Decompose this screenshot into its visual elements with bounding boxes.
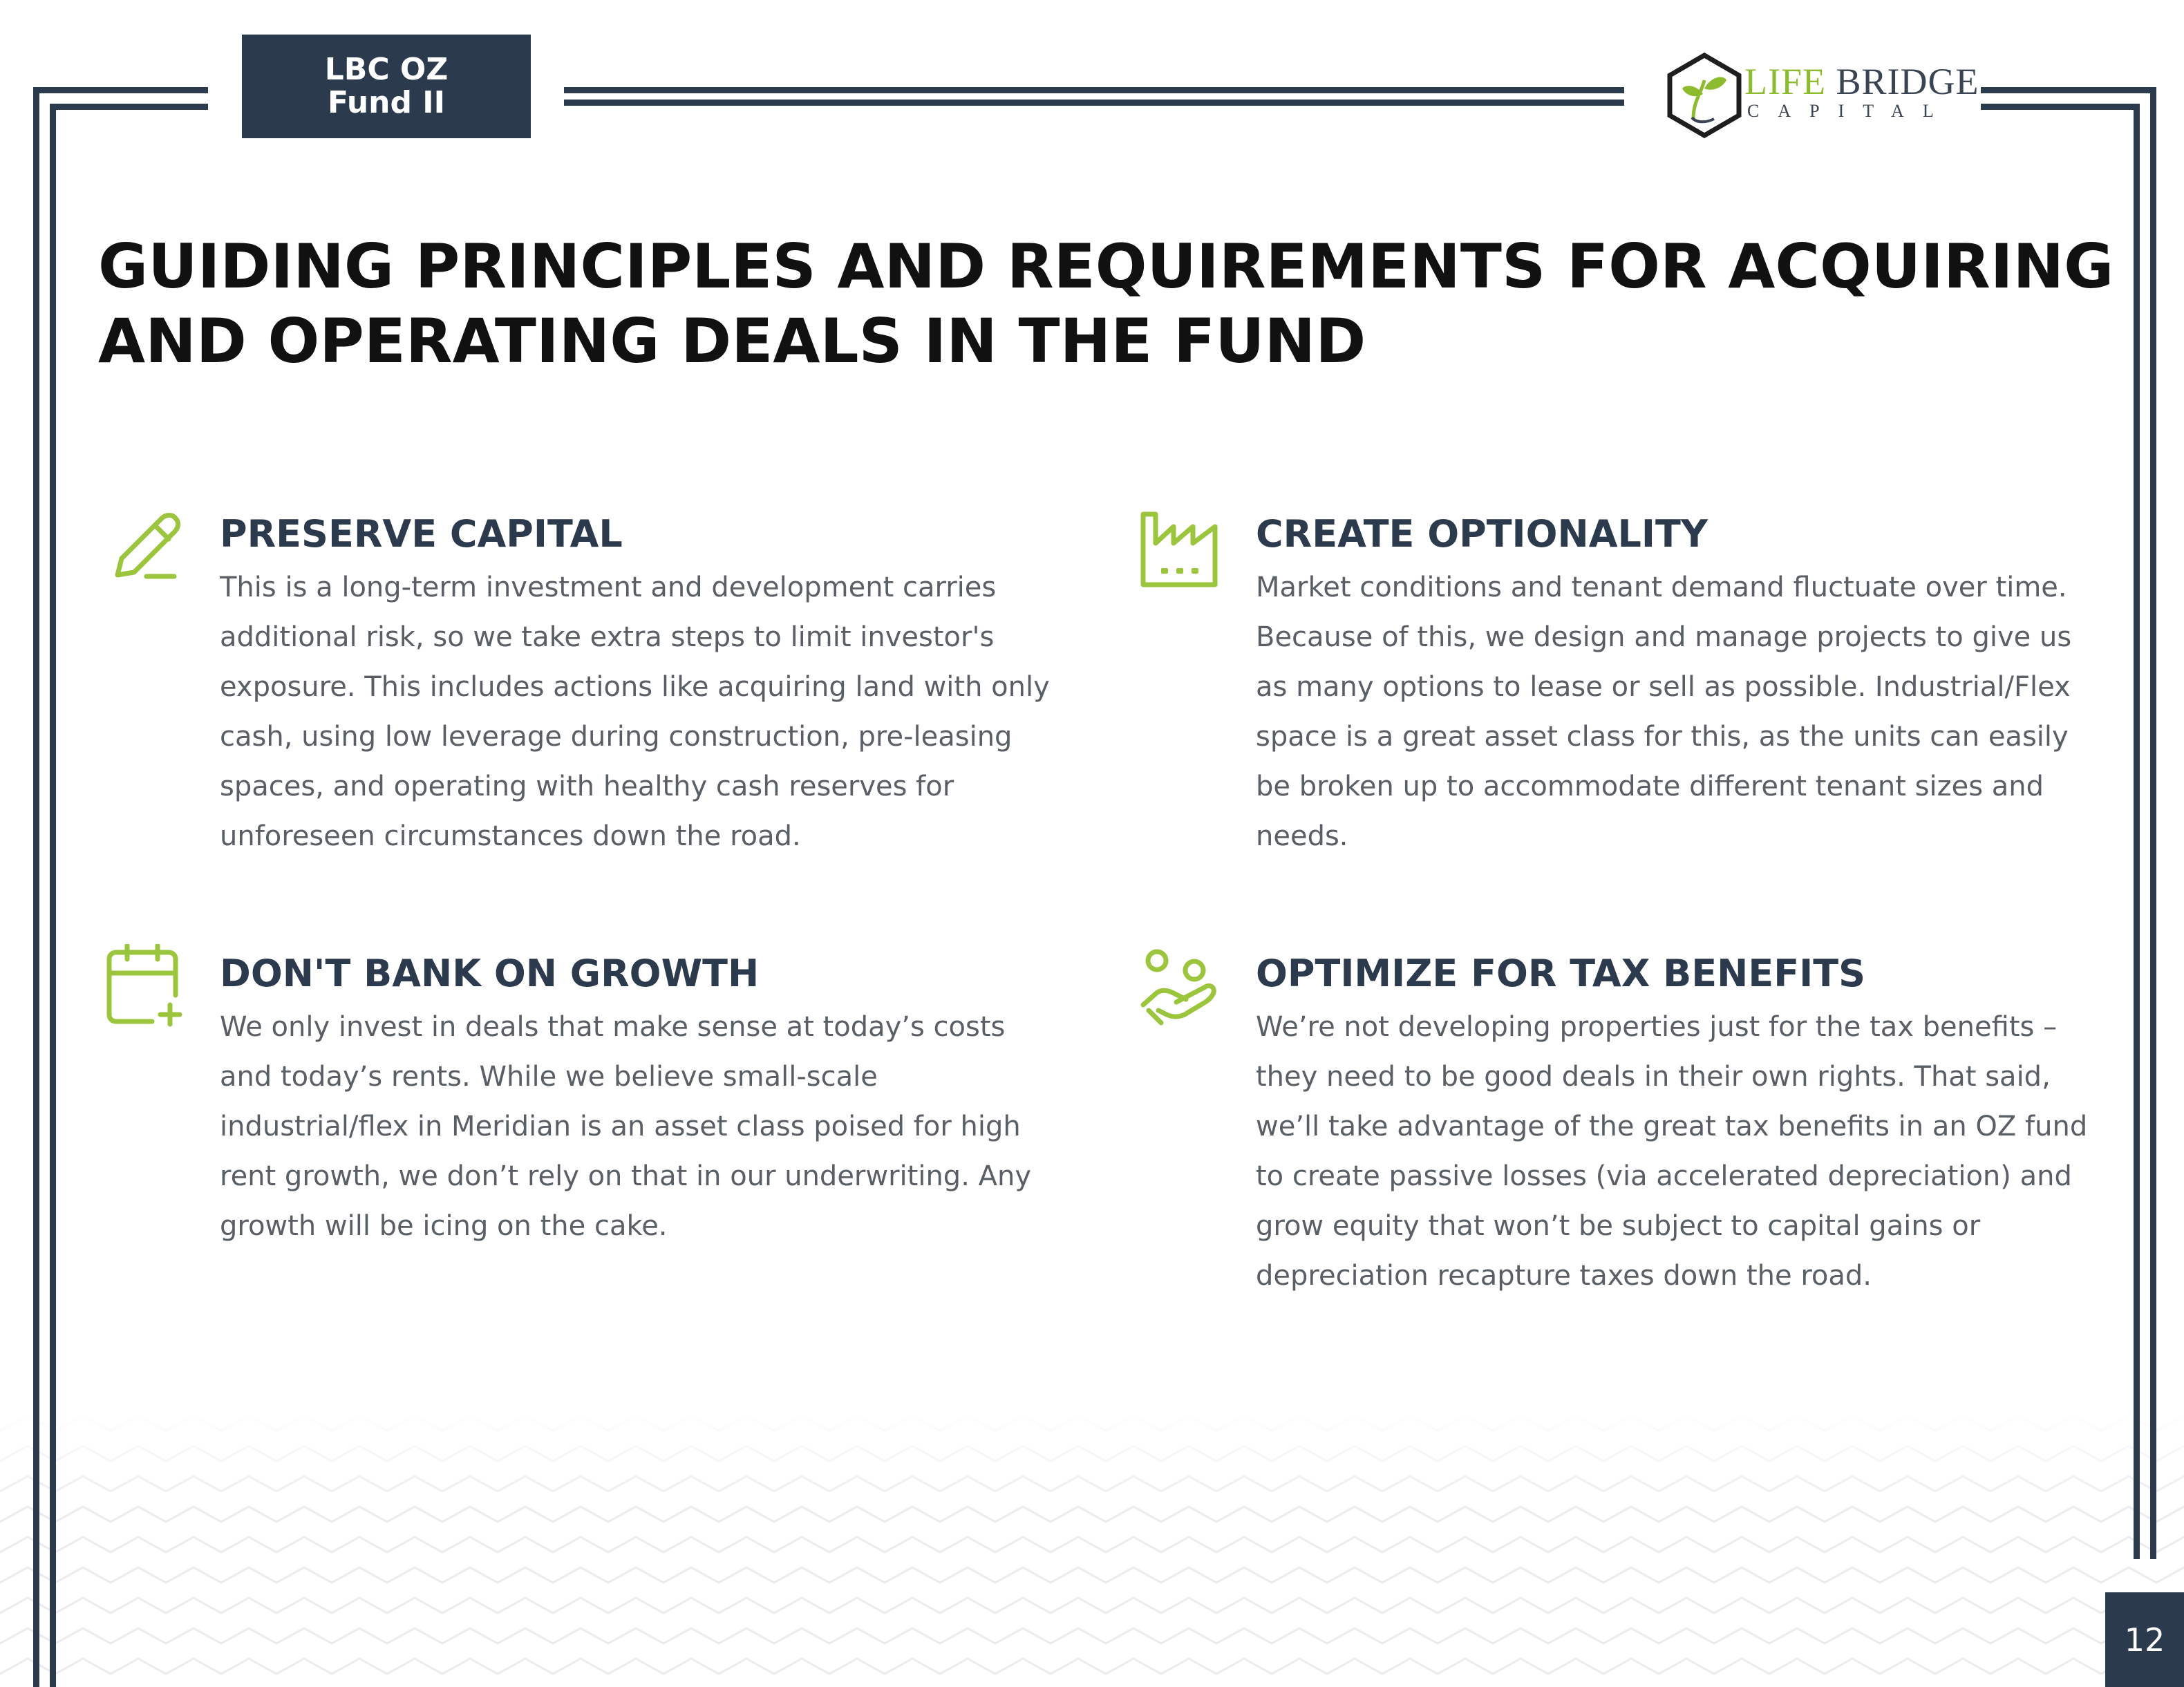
logo-wordmark xyxy=(1744,62,1979,101)
frame-line-top-right-inner xyxy=(1981,104,2140,110)
sprout-hexagon-icon xyxy=(1666,53,1743,138)
logo-subtitle: CAPITAL xyxy=(1747,101,1952,121)
logo-word-bridge: BRIDGE xyxy=(1836,61,1979,102)
section-body: Market conditions and tenant demand fluctuate over time. Because of this, we design and manage projects to give us as many options to lease or sell as possible. Industrial/Flex space is a great asset class for this, as the units can easily be broken up to accommodate different tenant sizes and needs. xyxy=(1256,572,2072,852)
frame-line-top-middle-outer xyxy=(564,87,1624,93)
hand-coins-icon xyxy=(1138,945,1221,1028)
company-logo xyxy=(1666,53,1979,138)
section-body: We only invest in deals that make sense at today’s costs and today’s rents. While we believe small-scale industrial/flex in Meridian is an asset class poised for high rent growth, we don’t rely on that in our underwriting. Any growth will be icing on the cake. xyxy=(220,1011,1032,1242)
fund-tag-line1: LBC OZ xyxy=(324,52,449,87)
page-title: GUIDING PRINCIPLES AND REQUIREMENTS FOR ACQUIRING AND OPERATING DEALS IN THE FUND xyxy=(98,231,2114,377)
section-heading: CREATE OPTIONALITY xyxy=(1256,512,1708,556)
frame-line-top-left-outer xyxy=(33,87,208,93)
page-number: 12 xyxy=(2105,1592,2184,1687)
pencil-icon xyxy=(102,505,185,587)
frame-line-right-outer xyxy=(2150,87,2156,1559)
logo-word-life: LIFE xyxy=(1744,61,1826,102)
fund-tag-line2: Fund II xyxy=(327,85,446,120)
section-heading: OPTIMIZE FOR TAX BENEFITS xyxy=(1256,952,1865,995)
frame-line-top-middle-inner xyxy=(564,100,1624,106)
section-body: We’re not developing properties just for the tax benefits – they need to be good deals in their own rights. That said, we’ll take advantage of the great tax benefits in an OZ fund to create passive losses (via accelerated depreciation) and grow equity that won’t be subject to capital gains or depreciation recapture taxes down the road. xyxy=(1256,1011,2088,1292)
calendar-add-icon xyxy=(104,944,187,1027)
frame-line-top-right-outer xyxy=(1981,87,2156,93)
section-heading: DON'T BANK ON GROWTH xyxy=(220,952,760,995)
frame-line-top-left-inner xyxy=(50,104,208,110)
frame-line-left-inner xyxy=(50,104,56,1687)
frame-line-left-outer xyxy=(33,87,39,1687)
factory-icon xyxy=(1138,507,1221,590)
chevron-background-pattern xyxy=(0,1410,2184,1687)
section-body: This is a long-term investment and development carries additional risk, so we take extra steps to limit investor's exposure. This includes actions like acquiring land with only cash, using low leverage during construction, pre-leasing spaces, and operating with healthy cash reserves for unforeseen circumstances down the road. xyxy=(220,572,1050,852)
section-heading: PRESERVE CAPITAL xyxy=(220,512,623,556)
fund-tag xyxy=(242,35,531,138)
